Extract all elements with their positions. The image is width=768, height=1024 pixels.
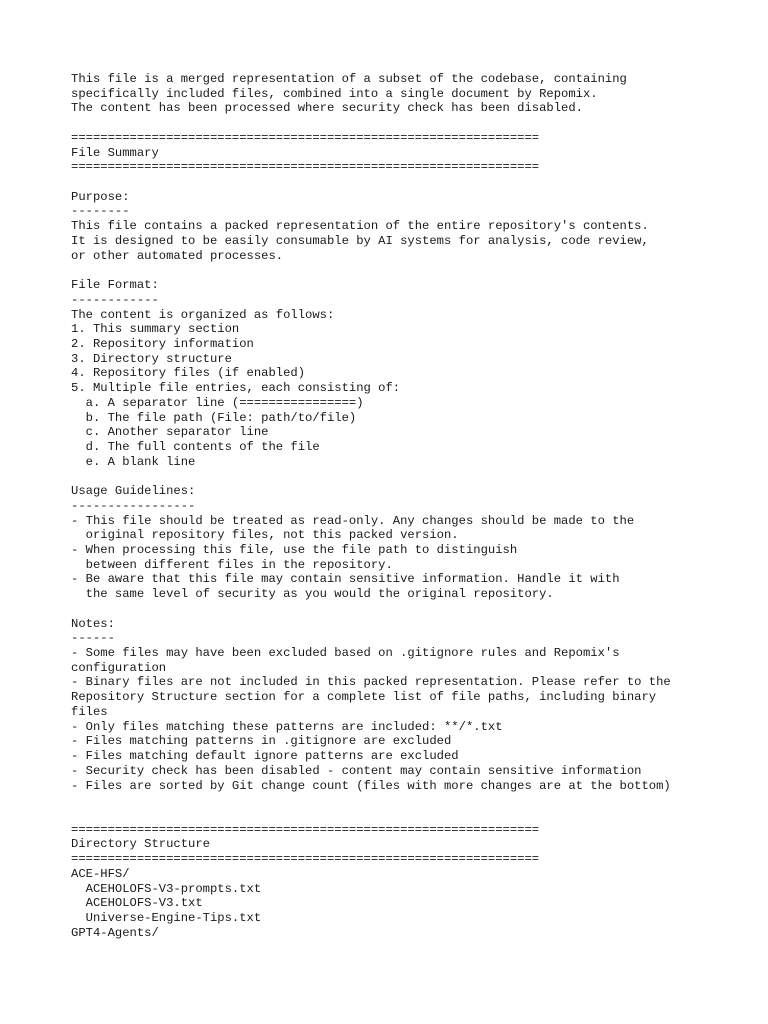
document-line: File Format: xyxy=(71,278,159,293)
document-line: GPT4-Agents/ xyxy=(71,925,159,940)
document-line: 2. Repository information xyxy=(71,336,254,351)
document-line xyxy=(71,808,751,823)
document-line: - This file should be treated as read-only. Any changes should be made to the xyxy=(71,513,635,528)
document-line: - Some files may have been excluded based on .gitignore rules and Repomix's xyxy=(71,646,620,661)
document-line: Notes: xyxy=(71,616,115,631)
document-line: ----------------- xyxy=(71,498,196,513)
document-line: The content has been processed where security check has been disabled. xyxy=(71,101,583,116)
document-line: - Security check has been disabled - content may contain sensitive information xyxy=(71,763,642,778)
document-line: Usage Guidelines: xyxy=(71,484,196,499)
document-line: original repository files, not this packed version. xyxy=(71,528,459,543)
document-line: Repository Structure section for a complete list of file paths, including binary xyxy=(71,690,657,705)
document-line: 3. Directory structure xyxy=(71,351,232,366)
document-line: 1. This summary section xyxy=(71,322,240,337)
document-line: ================================================================ xyxy=(71,130,540,145)
document-line xyxy=(71,793,751,808)
document-line: - Files matching default ignore patterns are excluded xyxy=(71,749,459,764)
document-line: This file contains a packed representation of the entire repository's contents. xyxy=(71,219,649,234)
document-line: ACE-HFS/ xyxy=(71,866,130,881)
document-line xyxy=(71,602,751,617)
document-line: This file is a merged representation of a subset of the codebase, containing xyxy=(71,72,627,86)
document-line xyxy=(71,263,751,278)
document-line: -------- xyxy=(71,204,130,219)
document-line: ================================================================ xyxy=(71,852,540,867)
document-line: ================================================================ xyxy=(71,160,540,175)
document-line: the same level of security as you would the original repository. xyxy=(71,587,554,602)
document-line: ------------ xyxy=(71,292,159,307)
document-line: configuration xyxy=(71,660,167,675)
document-line: Purpose: xyxy=(71,189,130,204)
document-line: - When processing this file, use the file path to distinguish xyxy=(71,543,518,557)
document-line: between different files in the repository. xyxy=(71,557,393,572)
document-line: e. A blank line xyxy=(71,454,196,469)
document-line xyxy=(71,116,751,131)
document-line: ACEHOLOFS-V3.txt xyxy=(71,896,203,911)
document-line xyxy=(71,175,751,190)
document-line: File Summary xyxy=(71,145,159,160)
document-line: Directory Structure xyxy=(71,837,210,852)
document-line: ------ xyxy=(71,631,115,646)
document-page xyxy=(71,72,751,940)
document-line: 4. Repository files (if enabled) xyxy=(71,366,306,381)
document-line: - Binary files are not included in this packed representation. Please refer to the xyxy=(71,675,671,690)
document-line: b. The file path (File: path/to/file) xyxy=(71,410,357,425)
document-line: or other automated processes. xyxy=(71,248,284,263)
document-line: - Only files matching these patterns are included: **/*.txt xyxy=(71,719,503,734)
document-line: Universe-Engine-Tips.txt xyxy=(71,910,262,925)
document-line xyxy=(71,469,751,484)
document-line: It is designed to be easily consumable by AI systems for analysis, code review, xyxy=(71,233,649,248)
document-line: 5. Multiple file entries, each consisting of: xyxy=(71,381,401,396)
document-line: a. A separator line (================) xyxy=(71,395,364,410)
document-line: files xyxy=(71,704,108,719)
document-line: - Files are sorted by Git change count (files with more changes are at the bottom) xyxy=(71,778,671,793)
document-line: ================================================================ xyxy=(71,822,540,837)
document-line: c. Another separator line xyxy=(71,425,269,440)
document-line: The content is organized as follows: xyxy=(71,307,335,322)
document-line: ACEHOLOFS-V3-prompts.txt xyxy=(71,881,262,896)
document-line: - Be aware that this file may contain sensitive information. Handle it with xyxy=(71,572,620,587)
document-line: specifically included files, combined into a single document by Repomix. xyxy=(71,86,598,101)
document-line: - Files matching patterns in .gitignore are excluded xyxy=(71,734,452,749)
document-line: d. The full contents of the file xyxy=(71,439,320,454)
